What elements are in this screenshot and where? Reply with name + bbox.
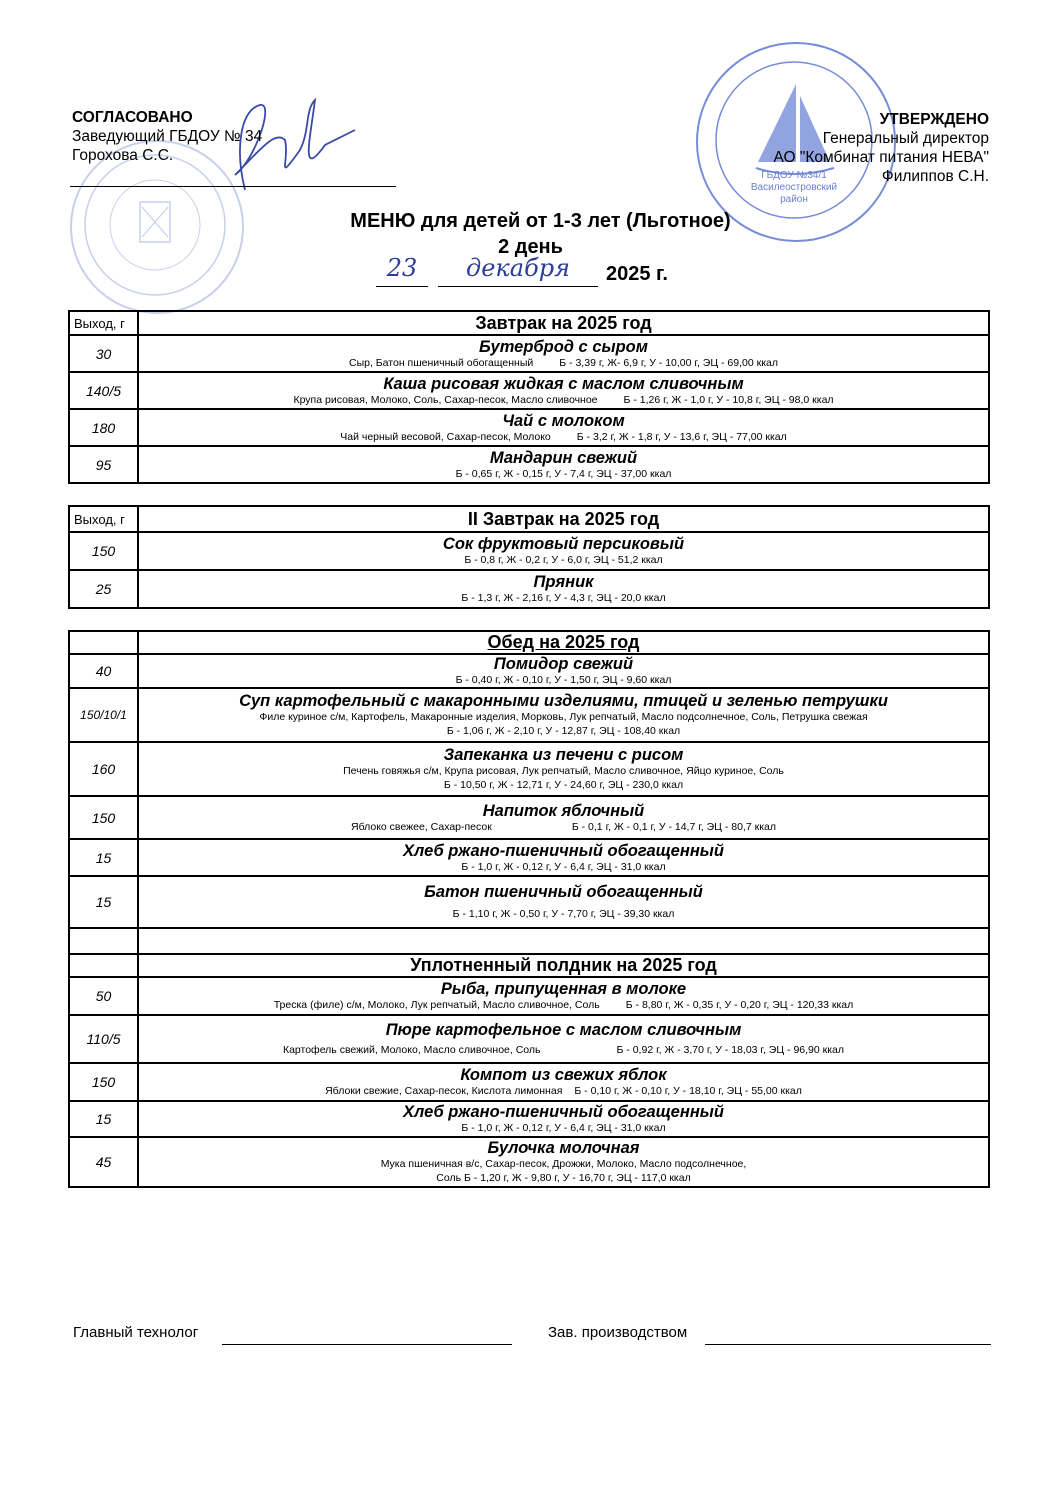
dish-nutrition: Б - 3,2 г, Ж - 1,8 г, У - 13,6 г, ЭЦ - 77,00 ккал bbox=[576, 430, 787, 443]
table-row bbox=[69, 1137, 989, 1187]
dish-name: Компот из свежих яблок bbox=[460, 1066, 667, 1084]
dish-ingredients: Мука пшеничная в/с, Сахар-песок, Дрожжи, Молоко, Масло подсолнечное, bbox=[380, 1158, 747, 1170]
dish-ingredients: Яблоки свежие, Сахар-песок, Кислота лимонная bbox=[325, 1085, 563, 1097]
dish-nutrition: Соль Б - 1,20 г, Ж - 9,80 г, У - 16,70 г, ЭЦ - 117,0 ккал bbox=[436, 1172, 691, 1184]
dish-name: Булочка молочная bbox=[487, 1139, 640, 1157]
item-amount: 110/5 bbox=[69, 1015, 138, 1063]
meal-title: Обед на 2025 год bbox=[138, 631, 989, 654]
approval-right-company: АО "Комбинат питания НЕВА" bbox=[773, 149, 989, 166]
dish-nutrition: Б - 8,80 г, Ж - 0,35 г, У - 0,20 г, ЭЦ - 120,33 ккал bbox=[625, 999, 854, 1011]
item-amount: 40 bbox=[69, 654, 138, 688]
dish-nutrition: Б - 0,10 г, Ж - 0,10 г, У - 18,10 г, ЭЦ - 55,00 ккал bbox=[574, 1085, 802, 1097]
dish-name: Батон пшеничный обогащенный bbox=[424, 883, 703, 901]
breakfast-table bbox=[68, 310, 990, 484]
chief-technologist-signature-line bbox=[222, 1326, 512, 1345]
dish-name: Мандарин свежий bbox=[489, 448, 638, 467]
document-day: 2 день bbox=[498, 236, 563, 258]
table-row bbox=[69, 532, 989, 570]
dish-ingredients: Треска (филе) с/м, Молоко, Лук репчатый, Масло сливочное, Соль bbox=[273, 999, 600, 1011]
item-amount: 50 bbox=[69, 977, 138, 1015]
approval-right-name: Филиппов С.Н. bbox=[881, 168, 989, 185]
item-amount: 15 bbox=[69, 1101, 138, 1137]
approval-left-title: СОГЛАСОВАНО bbox=[72, 109, 193, 126]
item-amount: 150 bbox=[69, 796, 138, 839]
dish-ingredients: Чай черный весовой, Сахар-песок, Молоко bbox=[340, 430, 551, 443]
yield-header: Выход, г bbox=[69, 311, 138, 335]
item-amount: 15 bbox=[69, 839, 138, 876]
approval-left-block bbox=[72, 108, 262, 165]
table-row bbox=[69, 876, 989, 928]
dish-nutrition: Б - 3,39 г, Ж- 6,9 г, У - 10,00 г, ЭЦ - 69,00 ккал bbox=[559, 356, 779, 369]
table-row bbox=[69, 1015, 989, 1063]
table-row bbox=[69, 446, 989, 483]
dish-name: Пряник bbox=[533, 573, 594, 591]
dish-nutrition: Б - 1,06 г, Ж - 2,10 г, У - 12,87 г, ЭЦ - 108,40 ккал bbox=[446, 725, 681, 737]
table-row bbox=[69, 688, 989, 742]
dish-name: Рыба, припущенная в молоке bbox=[440, 980, 687, 998]
item-amount: 150/10/1 bbox=[69, 688, 138, 742]
dish-nutrition: Б - 0,92 г, Ж - 3,70 г, У - 18,03 г, ЭЦ - 96,90 ккал bbox=[616, 1044, 845, 1056]
table-row bbox=[69, 1101, 989, 1137]
dish-nutrition: Б - 1,10 г, Ж - 0,50 г, У - 7,70 г, ЭЦ - 39,30 ккал bbox=[452, 908, 675, 920]
dish-name: Пюре картофельное с маслом сливочным bbox=[385, 1021, 742, 1039]
document-title: МЕНЮ для детей от 1-3 лет (Льготное) bbox=[350, 210, 731, 232]
dish-name: Суп картофельный с макаронными изделиями, птицей и зеленью петрушки bbox=[239, 692, 888, 710]
empty-row bbox=[69, 928, 989, 954]
lunch-table bbox=[68, 630, 990, 1188]
date-month-handwritten: декабря bbox=[438, 254, 598, 287]
table-row bbox=[69, 654, 989, 688]
dish-name: Бутерброд с сыром bbox=[479, 337, 648, 356]
item-amount: 25 bbox=[69, 570, 138, 608]
dish-nutrition: Б - 1,3 г, Ж - 2,16 г, У - 4,3 г, ЭЦ - 20,0 ккал bbox=[461, 592, 666, 604]
dish-ingredients: Филе куриное с/м, Картофель, Макаронные изделия, Морковь, Лук репчатый, Масло подсолнечное, Соль, Петрушка свежая bbox=[259, 711, 868, 723]
dish-ingredients: Крупа рисовая, Молоко, Соль, Сахар-песок, Масло сливочное bbox=[293, 393, 598, 406]
meal-title: II Завтрак на 2025 год bbox=[138, 506, 989, 532]
dish-nutrition: Б - 0,65 г, Ж - 0,15 г, У - 7,4 г, ЭЦ - 37,00 ккал bbox=[455, 467, 672, 480]
item-amount: 160 bbox=[69, 742, 138, 796]
dish-nutrition: Б - 1,0 г, Ж - 0,12 г, У - 6,4 г, ЭЦ - 31,0 ккал bbox=[461, 860, 666, 873]
dish-nutrition: Б - 1,0 г, Ж - 0,12 г, У - 6,4 г, ЭЦ - 31,0 ккал bbox=[461, 1122, 666, 1134]
dish-nutrition: Б - 1,26 г, Ж - 1,0 г, У - 10,8 г, ЭЦ - 98,0 ккал bbox=[623, 393, 834, 406]
approval-left-position: Заведующий ГБДОУ № 34 bbox=[72, 128, 263, 145]
item-amount: 45 bbox=[69, 1137, 138, 1187]
table-row bbox=[69, 1063, 989, 1101]
dish-name: Помидор свежий bbox=[493, 655, 634, 673]
second-breakfast-table bbox=[68, 505, 990, 609]
dish-ingredients: Картофель свежий, Молоко, Масло сливочное, Соль bbox=[282, 1044, 541, 1056]
dish-name: Каша рисовая жидкая с маслом сливочным bbox=[383, 374, 744, 393]
date-day-handwritten: 23 bbox=[376, 254, 428, 287]
table-row bbox=[69, 409, 989, 446]
dish-nutrition: Б - 10,50 г, Ж - 12,71 г, У - 24,60 г, ЭЦ - 230,0 ккал bbox=[443, 779, 684, 791]
item-amount: 150 bbox=[69, 532, 138, 570]
table-row bbox=[69, 372, 989, 409]
stamp-text-line1: ГБДОУ №34/1 bbox=[761, 170, 827, 181]
approval-left-name: Горохова С.С. bbox=[72, 147, 174, 164]
stamp-text-line2: Василеостровский bbox=[750, 182, 838, 193]
meal-title: Завтрак на 2025 год bbox=[138, 311, 989, 335]
approval-right-block bbox=[774, 110, 990, 186]
approval-left-signature-line bbox=[70, 186, 396, 187]
footer-production-head-label: Зав. производством bbox=[548, 1324, 688, 1341]
dish-name: Сок фруктовый персиковый bbox=[442, 535, 685, 553]
table-row bbox=[69, 570, 989, 608]
document-title-block bbox=[0, 208, 1061, 260]
dish-ingredients: Печень говяжья с/м, Крупа рисовая, Лук репчатый, Масло сливочное, Яйцо куриное, Соль bbox=[343, 765, 784, 777]
footer-chief-technologist-label: Главный технолог bbox=[73, 1324, 199, 1341]
dish-nutrition: Б - 0,40 г, Ж - 0,10 г, У - 1,50 г, ЭЦ - 9,60 ккал bbox=[455, 674, 672, 686]
table-row bbox=[69, 742, 989, 796]
dish-ingredients: Яблоко свежее, Сахар-песок bbox=[351, 820, 492, 833]
dish-ingredients: Сыр, Батон пшеничный обогащенный bbox=[348, 356, 534, 369]
yield-header: Выход, г bbox=[69, 506, 138, 532]
approval-right-position: Генеральный директор bbox=[822, 130, 989, 147]
dish-name: Хлеб ржано-пшеничный обогащенный bbox=[403, 841, 724, 860]
stamp-text-line3: район bbox=[780, 194, 808, 205]
item-amount: 30 bbox=[69, 335, 138, 372]
dish-name: Напиток яблочный bbox=[482, 801, 645, 820]
item-amount: 15 bbox=[69, 876, 138, 928]
table-row bbox=[69, 796, 989, 839]
item-amount: 95 bbox=[69, 446, 138, 483]
dish-name: Чай с молоком bbox=[502, 411, 625, 430]
item-amount: 180 bbox=[69, 409, 138, 446]
dish-name: Хлеб ржано-пшеничный обогащенный bbox=[403, 1103, 724, 1121]
item-amount: 150 bbox=[69, 1063, 138, 1101]
table-row bbox=[69, 839, 989, 876]
table-row bbox=[69, 977, 989, 1015]
meal-title: Уплотненный полдник на 2025 год bbox=[138, 954, 989, 977]
dish-nutrition: Б - 0,8 г, Ж - 0,2 г, У - 6,0 г, ЭЦ - 51,2 ккал bbox=[464, 554, 663, 566]
date-year: 2025 г. bbox=[606, 263, 668, 285]
approval-right-title: УТВЕРЖДЕНО bbox=[879, 111, 989, 128]
table-row bbox=[69, 335, 989, 372]
production-head-signature-line bbox=[705, 1326, 991, 1345]
dish-nutrition: Б - 0,1 г, Ж - 0,1 г, У - 14,7 г, ЭЦ - 80,7 ккал bbox=[571, 820, 776, 833]
item-amount: 140/5 bbox=[69, 372, 138, 409]
dish-name: Запеканка из печени с рисом bbox=[443, 746, 684, 764]
